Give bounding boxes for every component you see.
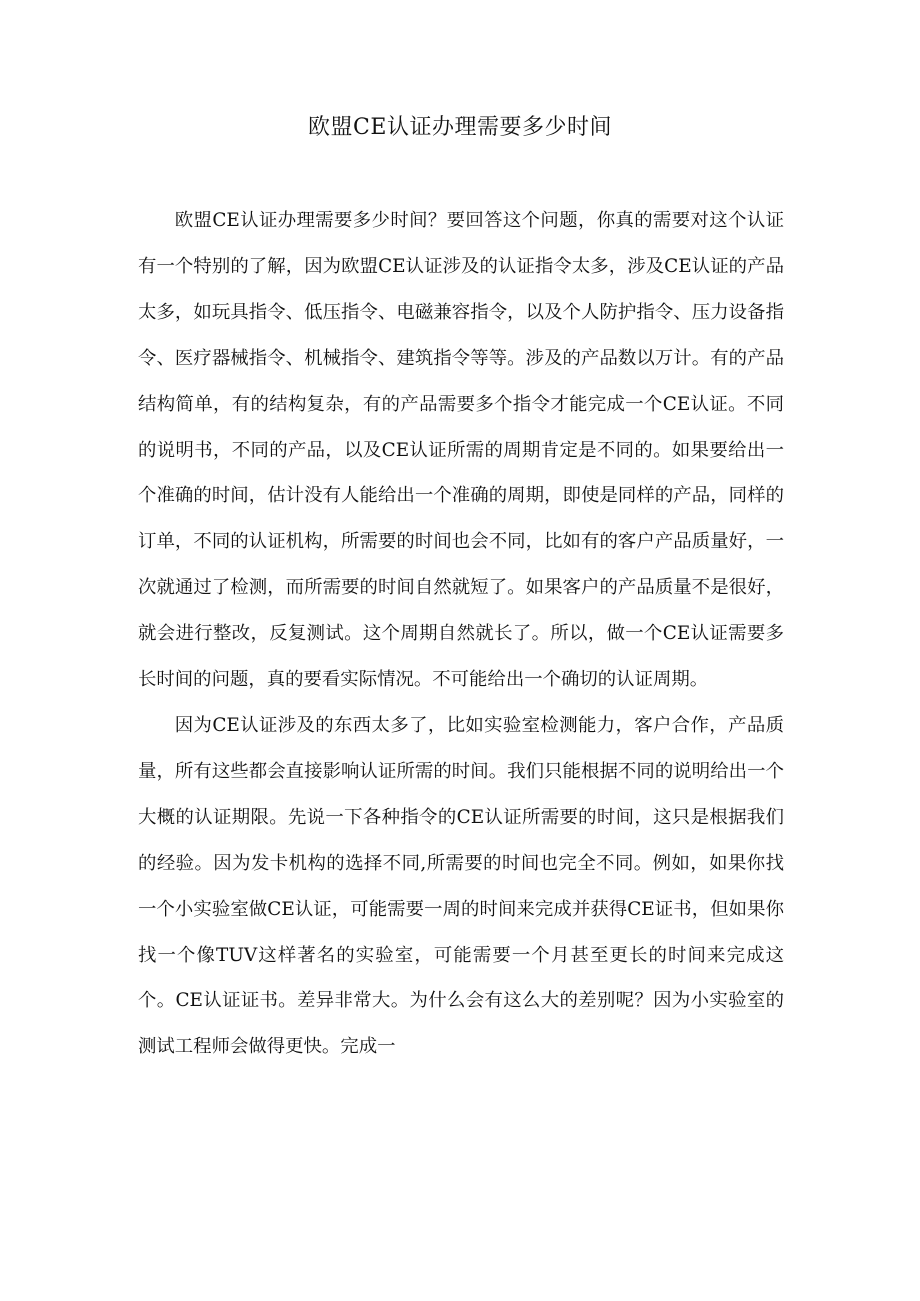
document-title: 欧盟CE认证办理需要多少时间 [308,115,612,140]
paragraph-2: 因为CE认证涉及的东西太多了，比如实验室检测能力，客户合作，产品质量，所有这些都会直接影响认证所需的时间。我们只能根据不同的说明给出一个大概的认证期限。先说一下各种指令的CE认证所需要的时间，这只是根据我们的经验。因为发卡机构的选择不同,所需要的时间也完全不同。例如，如果你找一个小实验室做CE认证，可能需要一周的时间来完成并获得CE证书，但如果你找一个像TUV这样著名的实验室，可能需要一个月甚至更长的时间来完成这个。CE认证证书。差异非常大。为什么会有这么大的差别呢？因为小实验室的测试工程师会做得更快。完成一 [138,714,784,1058]
document-body [138,198,784,1070]
paragraph-1: 欧盟CE认证办理需要多少时间？要回答这个问题，你真的需要对这个认证有一个特别的了解，因为欧盟CE认证涉及的认证指令太多，涉及CE认证的产品太多，如玩具指令、低压指令、电磁兼容指令，以及个人防护指令、压力设备指令、医疗器械指令、机械指令、建筑指令等等。涉及的产品数以万计。有的产品结构简单，有的结构复杂，有的产品需要多个指令才能完成一个CE认证。不同的说明书，不同的产品，以及CE认证所需的周期肯定是不同的。如果要给出一个准确的时间，估计没有人能给出一个准确的周期，即使是同样的产品，同样的订单，不同的认证机构，所需要的时间也会不同，比如有的客户产品质量好，一次就通过了检测，而所需要的时间自然就短了。如果客户的产品质量不是很好，就会进行整改，反复测试。这个周期自然就长了。所以，做一个CE认证需要多长时间的问题，真的要看实际情况。不可能给出一个确切的认证周期。 [138,210,784,691]
